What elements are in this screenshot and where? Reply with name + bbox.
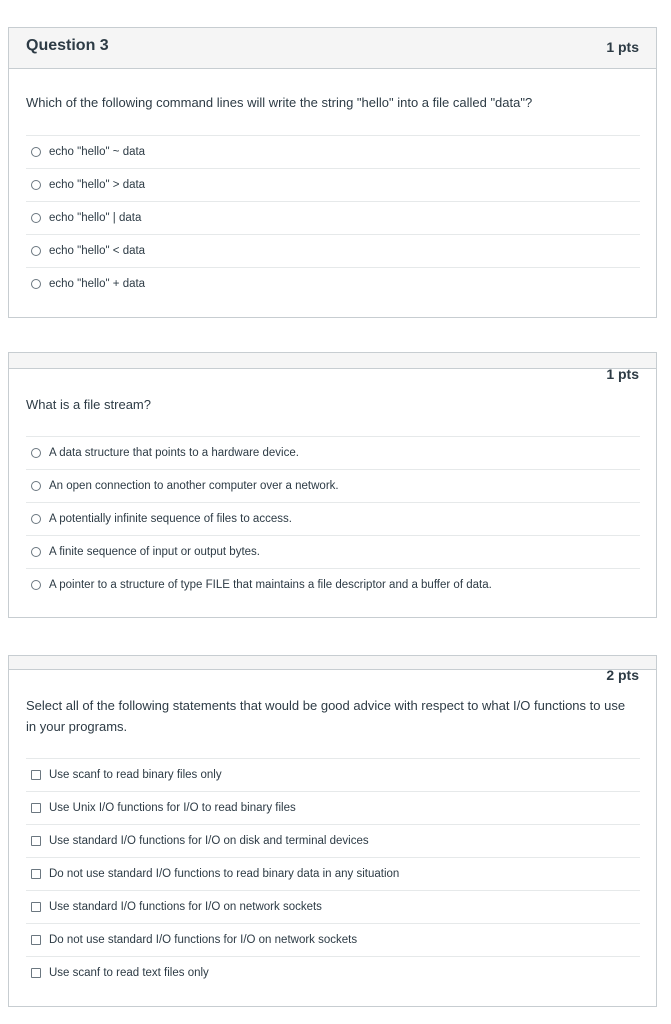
question-points: 2 pts: [606, 667, 639, 683]
answer-label: Use standard I/O functions for I/O on disk and terminal devices: [49, 835, 369, 847]
checkbox[interactable]: [31, 869, 41, 879]
answer-label: Use standard I/O functions for I/O on network sockets: [49, 901, 322, 913]
answer-option[interactable]: [26, 234, 640, 267]
question-text: What is a file stream?: [26, 397, 151, 412]
radio-button[interactable]: [31, 180, 41, 190]
answer-option[interactable]: [26, 436, 640, 469]
answer-label: echo "hello" ~ data: [49, 146, 146, 158]
answer-option[interactable]: [26, 469, 640, 502]
answer-label: A finite sequence of input or output bytes.: [49, 546, 260, 558]
radio-button[interactable]: [31, 514, 41, 524]
answer-label: An open connection to another computer over a network.: [49, 480, 339, 492]
radio-button[interactable]: [31, 147, 41, 157]
question-card-5: [8, 655, 657, 1007]
answer-option[interactable]: [26, 758, 640, 791]
answer-option[interactable]: [26, 568, 640, 601]
question-text: Select all of the following statements that would be good advice with respect to what I/O functions to use in your programs.: [26, 698, 626, 734]
answer-label: echo "hello" < data: [49, 245, 146, 257]
answer-label: Do not use standard I/O functions to read binary data in any situation: [49, 868, 400, 880]
radio-button[interactable]: [31, 448, 41, 458]
answer-label: Use scanf to read binary files only: [49, 769, 222, 781]
radio-button[interactable]: [31, 213, 41, 223]
answer-label: echo "hello" | data: [49, 212, 142, 224]
question-card-4: [8, 352, 657, 618]
question-text: Which of the following command lines will write the string "hello" into a file called "data"?: [26, 95, 533, 110]
answer-option[interactable]: [26, 956, 640, 989]
answer-list: [26, 436, 640, 601]
answer-option[interactable]: [26, 201, 640, 234]
question-header: [9, 353, 656, 369]
answer-label: A pointer to a structure of type FILE that maintains a file descriptor and a buffer of data.: [49, 579, 492, 591]
question-points: 1 pts: [606, 366, 639, 382]
answer-label: echo "hello" > data: [49, 179, 146, 191]
question-title: Question 3: [26, 37, 109, 54]
question-header: [9, 656, 656, 670]
answer-option[interactable]: [26, 502, 640, 535]
radio-button[interactable]: [31, 279, 41, 289]
radio-button[interactable]: [31, 246, 41, 256]
answer-list: [26, 135, 640, 300]
checkbox[interactable]: [31, 803, 41, 813]
radio-button[interactable]: [31, 481, 41, 491]
radio-button[interactable]: [31, 580, 41, 590]
answer-option[interactable]: [26, 824, 640, 857]
checkbox[interactable]: [31, 968, 41, 978]
answer-label: echo "hello" + data: [49, 278, 146, 290]
answer-option[interactable]: [26, 890, 640, 923]
answer-option[interactable]: [26, 791, 640, 824]
question-points: 1 pts: [606, 39, 639, 55]
answer-option[interactable]: [26, 857, 640, 890]
answer-option[interactable]: [26, 535, 640, 568]
checkbox[interactable]: [31, 935, 41, 945]
question-card-3: [8, 27, 657, 318]
checkbox[interactable]: [31, 770, 41, 780]
answer-label: Do not use standard I/O functions for I/O on network sockets: [49, 934, 358, 946]
answer-label: Use Unix I/O functions for I/O to read binary files: [49, 802, 296, 814]
checkbox[interactable]: [31, 902, 41, 912]
answer-option[interactable]: [26, 168, 640, 201]
answer-option[interactable]: [26, 923, 640, 956]
answer-label: Use scanf to read text files only: [49, 967, 209, 979]
question-header: [9, 28, 656, 69]
answer-option[interactable]: [26, 135, 640, 168]
answer-label: A potentially infinite sequence of files to access.: [49, 513, 292, 525]
answer-option[interactable]: [26, 267, 640, 300]
radio-button[interactable]: [31, 547, 41, 557]
answer-label: A data structure that points to a hardware device.: [49, 447, 299, 459]
checkbox[interactable]: [31, 836, 41, 846]
answer-list: [26, 758, 640, 989]
